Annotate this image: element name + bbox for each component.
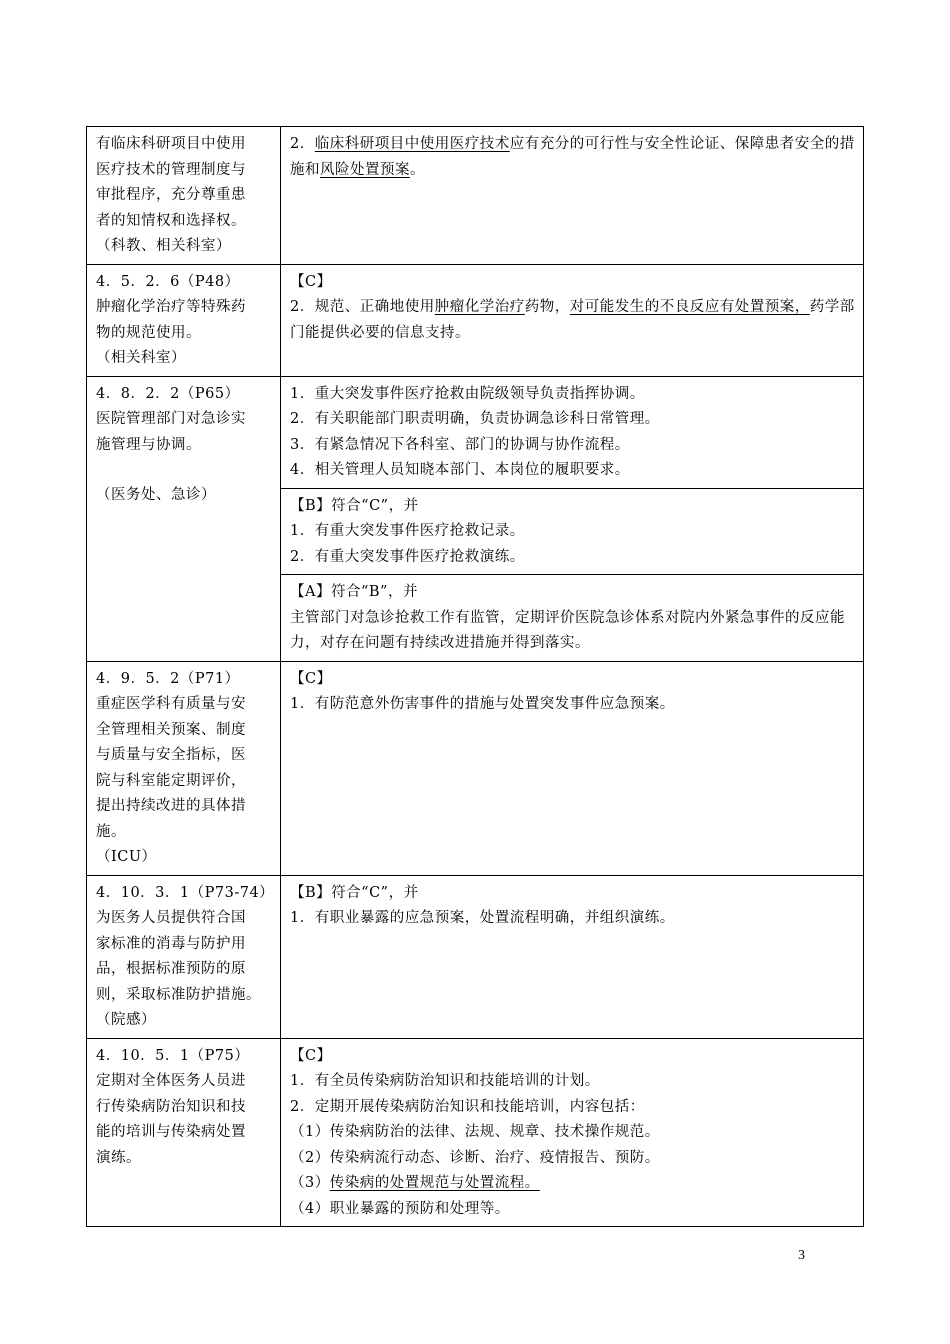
table-row [87, 1038, 864, 1227]
item-cell: 4．5．2．6（P48） 肿瘤化学治疗等特殊药 物的规范使用。 （相关科室） [87, 264, 281, 376]
item-code: 4．9．5．2（P71） [96, 670, 240, 687]
criteria-cell: 【C】 1．有防范意外伤害事件的措施与处置突发事件应急预案。 [281, 661, 864, 875]
item-cell: 4．9．5．2（P71） 重症医学科有质量与安 全管理相关预案、制度 与质量与安全指标，医 院与科室能定期评价， 提出持续改进的具体措 施。 （ICU） [87, 661, 281, 875]
criteria-cell [281, 264, 864, 376]
item-cell: 4．8．2．2（P65） 医院管理部门对急诊实 施管理与协调。 （医务处、急诊） [87, 376, 281, 661]
item-cell: 4．10．3．1（P73-74） 为医务人员提供符合国 家标准的消毒与防护用 品，根据标准预防的原 则，采取标准防护措施。 （院感） [87, 875, 281, 1038]
grade-header: 【C】 [290, 670, 332, 687]
criteria-text: 2．规范、正确地使用肿瘤化学治疗药物，对可能发生的不良反应有处置预案，药学部门能提供必要的信息支持。 [290, 299, 855, 341]
standards-table [86, 126, 864, 1227]
department-label: （院感） [96, 1012, 156, 1028]
table-row [87, 376, 864, 488]
department-label: （科教、相关科室） [96, 238, 231, 254]
table-row [87, 875, 864, 1038]
item-code: 4．8．2．2（P65） [96, 385, 240, 402]
grade-header: 【C】 [290, 273, 332, 290]
criteria-text: 2．临床科研项目中使用医疗技术应有充分的可行性与安全性论证、保障患者安全的措施和风险处置预案。 [290, 136, 855, 178]
department-label: （相关科室） [96, 350, 186, 366]
criteria-text: 主管部门对急诊抢救工作有监管，定期评价医院急诊体系对院内外紧急事件的反应能力，对存在问题有持续改进措施并得到落实。 [290, 609, 845, 651]
criteria-cell: 【B】符合“C”，并 1．有职业暴露的应急预案，处置流程明确，并组织演练。 [281, 875, 864, 1038]
page-number: 3 [798, 1248, 805, 1263]
department-label: （医务处、急诊） [96, 487, 216, 503]
item-code: 4．10．5．1（P75） [96, 1047, 250, 1064]
item-cell: 4．10．5．1（P75） 定期对全体医务人员进 行传染病防治知识和技 能的培训与传染病处置 演练。 [87, 1038, 281, 1227]
table-row [87, 127, 864, 265]
table-row [87, 661, 864, 875]
item-code: 4．5．2．6（P48） [96, 273, 240, 290]
grade-header: 【B】符合“C”，并 [290, 884, 419, 901]
item-cell: 有临床科研项目中使用 医疗技术的管理制度与 审批程序，充分尊重患 者的知情权和选择权。 （科教、相关科室） [87, 127, 281, 265]
criteria-cell: 【B】符合“C”，并 1．有重大突发事件医疗抢救记录。 2．有重大突发事件医疗抢救演练。 [281, 488, 864, 575]
criteria-cell [281, 575, 864, 662]
criteria-cell: 1．重大突发事件医疗抢救由院级领导负责指挥协调。 2．有关职能部门职责明确，负责协调急诊科日常管理。 3．有紧急情况下各科室、部门的协调与协作流程。 4．相关管理人员知晓本部门、本岗位的履职要求。 [281, 376, 864, 488]
criteria-cell: 【C】 1．有全员传染病防治知识和技能培训的计划。 2．定期开展传染病防治知识和技能培训，内容包括： （1）传染病防治的法律、法规、规章、技术操作规范。 （2）传染病流行动态、诊断、治疗、疫情报告、预防。 （3）传染病的处置规范与处置流程。 （4）职业暴露的预防和处理等。 [281, 1038, 864, 1227]
department-label: （ICU） [96, 849, 157, 865]
grade-header: 【A】符合“B”，并 [290, 584, 418, 600]
criteria-cell [281, 127, 864, 265]
grade-header: 【B】符合“C”，并 [290, 497, 419, 514]
item-code: 4．10．3．1（P73-74） [96, 884, 275, 901]
table-row [87, 264, 864, 376]
grade-header: 【C】 [290, 1047, 332, 1064]
